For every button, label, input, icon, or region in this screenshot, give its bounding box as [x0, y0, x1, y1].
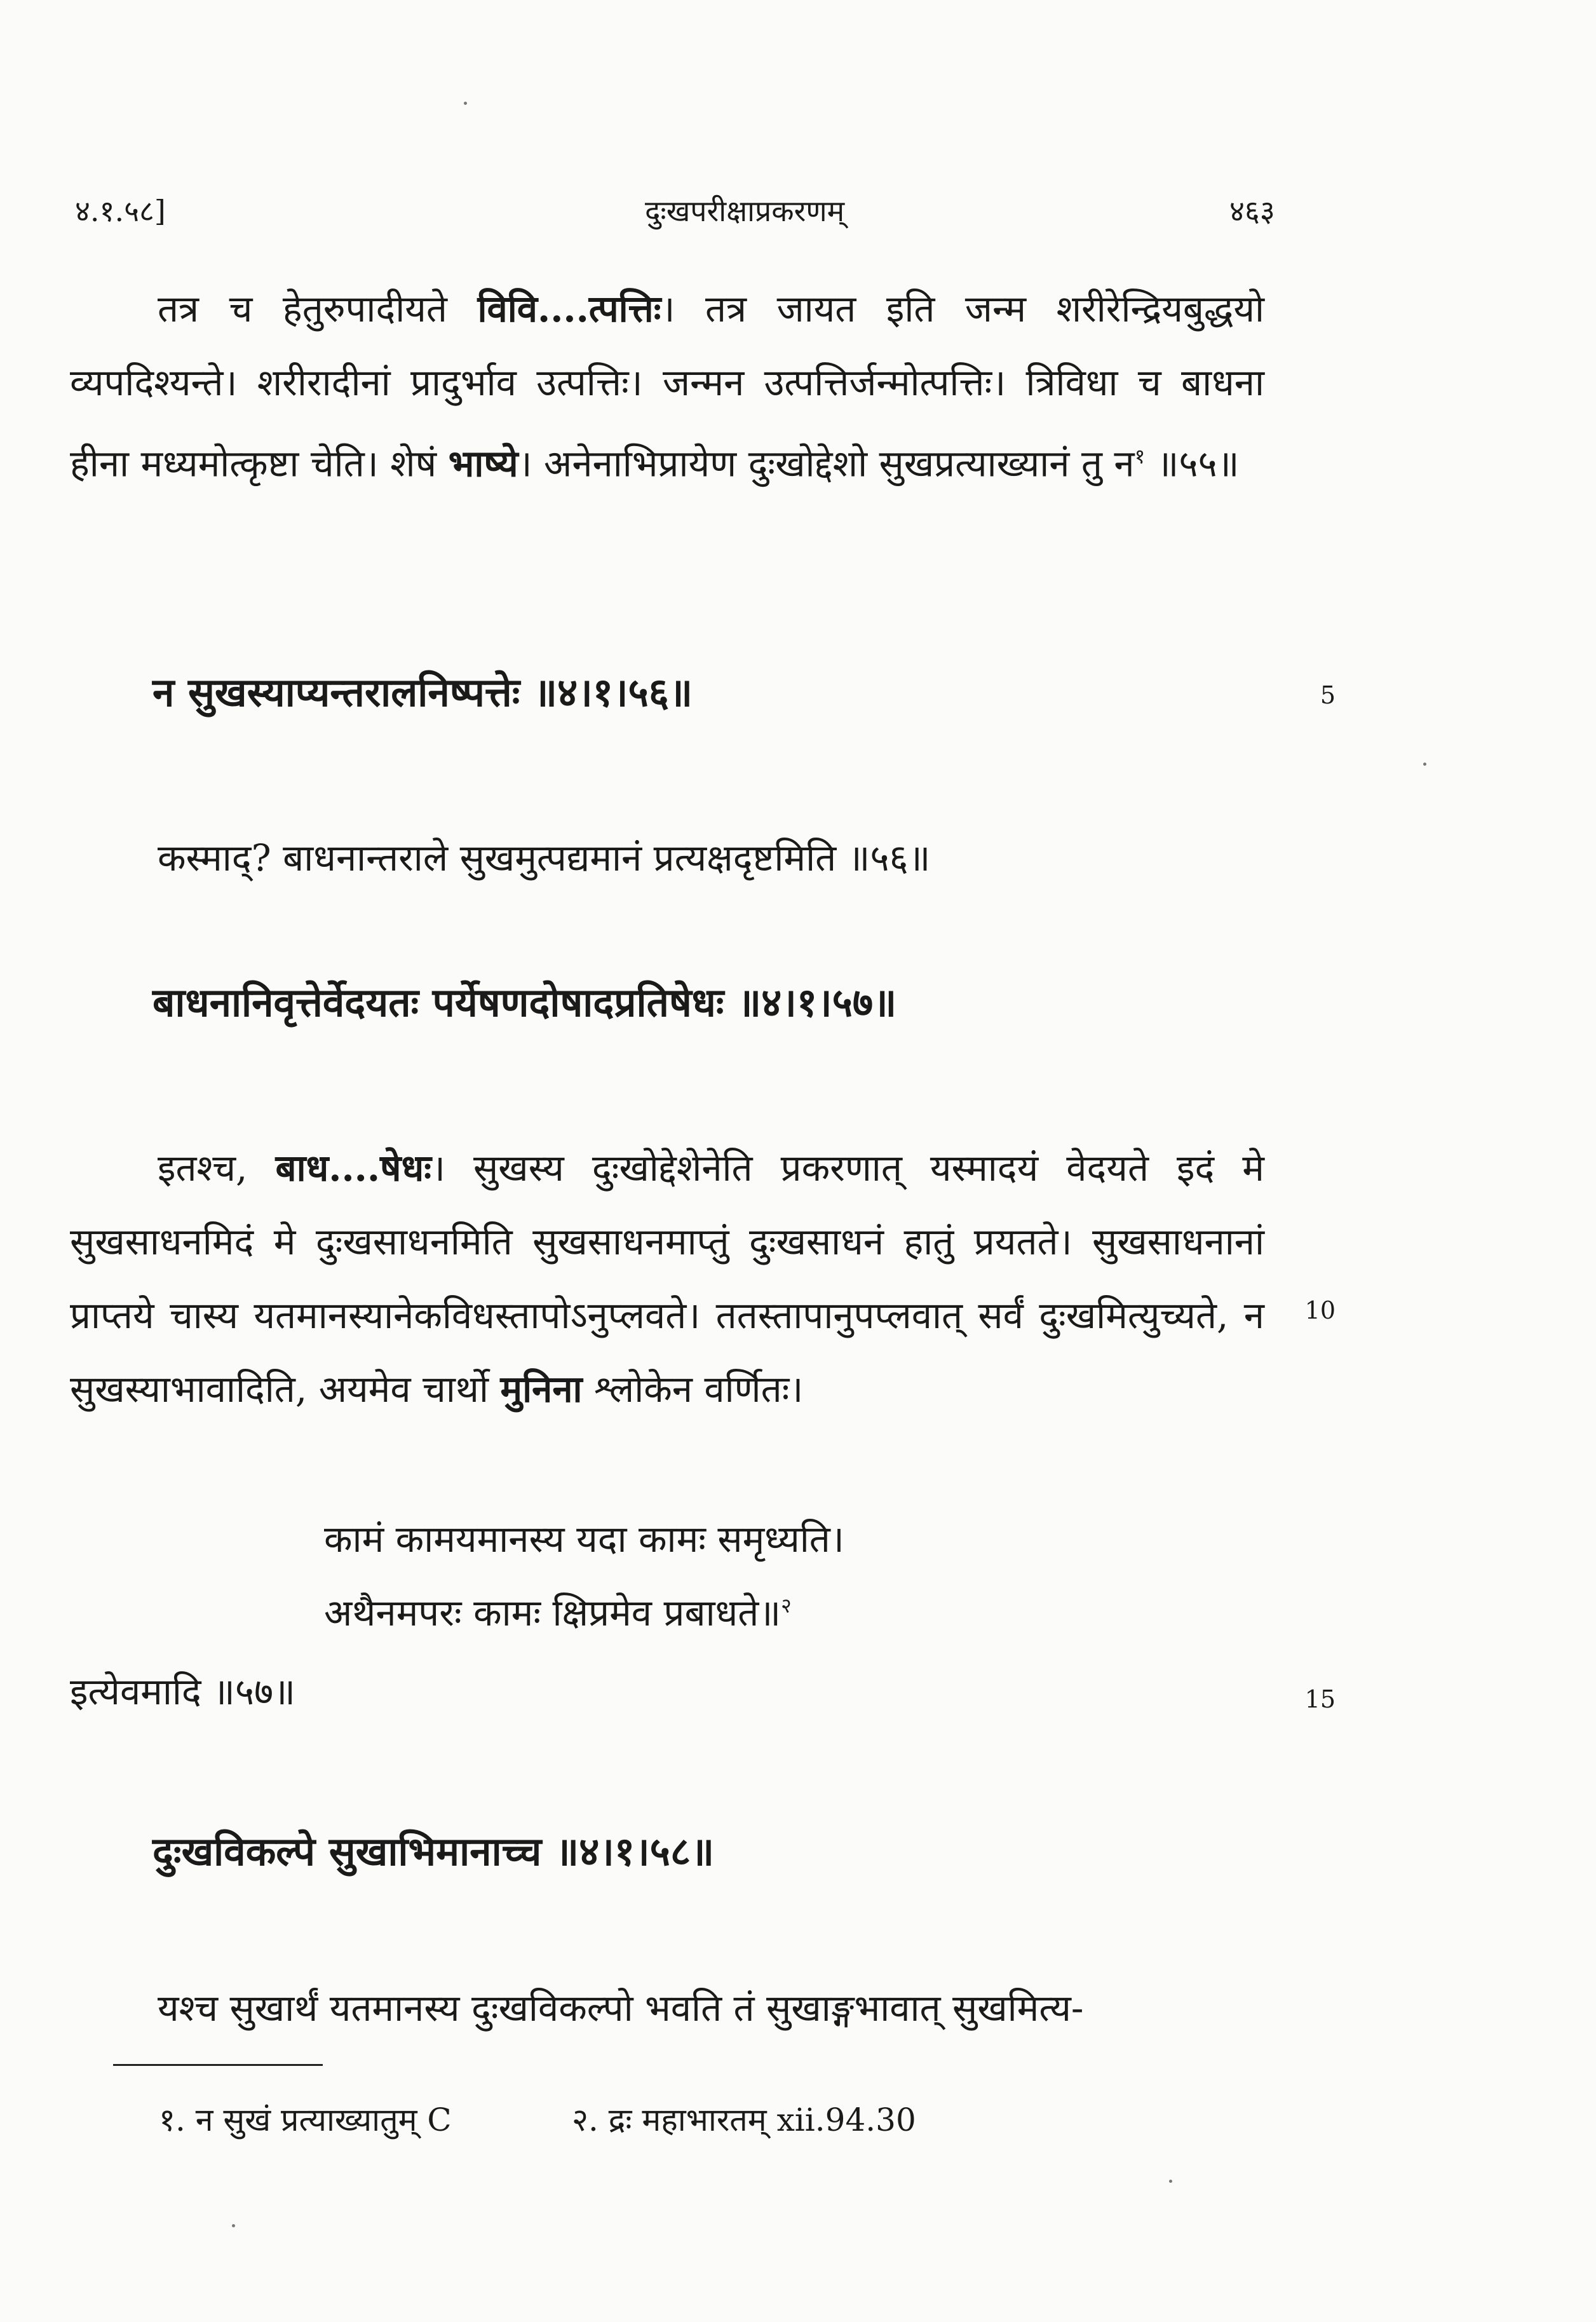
commentary-58: यश्च सुखार्थं यतमानस्य दुःखविकल्पो भवति तं सुखाङ्गभावात् सुखमित्य- — [158, 1986, 1084, 2030]
footnote-2: २. द्रः महाभारतम् xii.94.30 — [572, 2101, 916, 2138]
line-number-5: 5 — [1320, 681, 1336, 709]
footnote-1: १. न सुखं प्रत्याख्यातुम् C — [159, 2101, 452, 2138]
scan-speck — [232, 2224, 235, 2227]
quoted-verse-line-1: कामं कामयमानस्य यदा कामः समृध्यति। — [324, 1517, 844, 1561]
line-number-10: 10 — [1304, 1296, 1336, 1324]
scan-speck — [464, 102, 467, 105]
quoted-verse-line-2: अथैनमपरः कामः क्षिप्रमेव प्रबाधते॥$^२$ — [324, 1591, 792, 1634]
footnote-ref-1: १ — [1134, 444, 1146, 468]
header-page-number: ४६३ — [1229, 194, 1275, 228]
scan-speck — [1423, 763, 1426, 766]
sutra-57: बाधनानिवृत्तेर्वेदयतः पर्येषणदोषादप्रतिषेधः ॥४।१।५७॥ — [152, 979, 897, 1026]
scan-speck — [1169, 2180, 1172, 2183]
header-chapter-title: दुःखपरीक्षाप्रकरणम् — [645, 194, 845, 228]
commentary-56: कस्माद्? बाधनान्तराले सुखमुत्पद्यमानं प्रत्यक्षदृष्टमिति ॥५६॥ — [158, 836, 931, 879]
verse-conclusion: इत्येवमादि ॥५७॥ — [70, 1670, 295, 1713]
sutra-58: दुःखविकल्पे सुखाभिमानाच्च ॥४।१।५८॥ — [152, 1828, 715, 1875]
line-number-15: 15 — [1304, 1685, 1336, 1713]
sutra-56: न सुखस्याप्यन्तरालनिष्पत्तेः ॥४।१।५६॥ — [152, 669, 693, 716]
footnote-rule — [113, 2064, 323, 2066]
commentary-paragraph-57: इतश्च, बाध....षेधः। सुखस्य दुःखोद्देशेनेति प्रकरणात् यस्मादयं वेदयते इदं मे सुखसाधनमिदं मे दुःखसाधनमिति सुखसाधनमाप्तुं दुःखसाधनं हातुं प्रयतते। सुखसाधनानां प्राप्तये चास्य यतमानस्यानेकविधस्तापोऽनुप्लवते। ततस्तापानुपप्लवात् सर्वं दुःखमित्युच्यते, न सुखस्याभावादिति, अयमेव चार्थो मुनिना श्लोकेन वर्णितः। — [70, 1146, 1264, 1411]
header-section-ref: ४.१.५८] — [75, 194, 166, 228]
commentary-paragraph-55: तत्र च हेतुरुपादीयते विवि....त्पत्तिः। तत्र जायत इति जन्म शरीरेन्द्रियबुद्धयो व्यपदिश्यन्ते। शरीरादीनां प्रादुर्भाव उत्पत्तिः। जन्मन उत्पत्तिर्जन्मोत्पत्तिः। त्रिविधा च बाधना हीना मध्यमोत्कृष्टा चेति। शेषं भाष्ये। अनेनाभिप्रायेण दुःखोद्देशो सुखप्रत्याख्यानं तु न$^१$ ॥५५॥ — [70, 287, 1264, 485]
footnote-ref-2: २ — [781, 1593, 792, 1618]
